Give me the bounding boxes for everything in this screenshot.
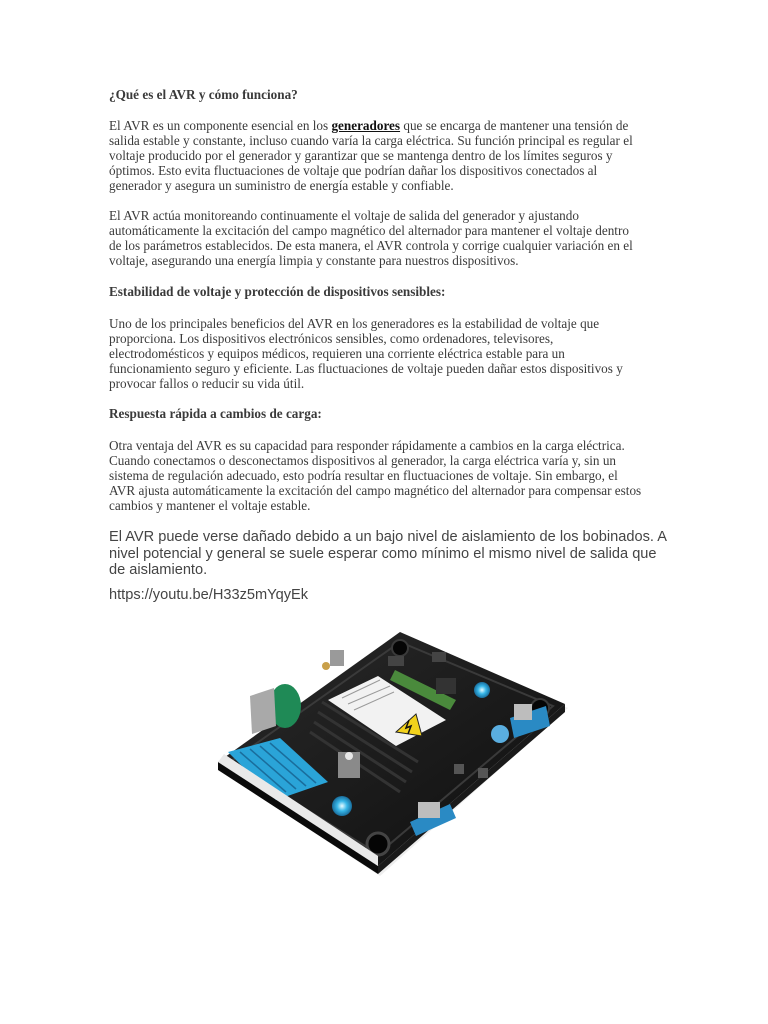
generadores-link[interactable]: generadores [331,118,401,133]
paragraph-line: sistema de regulación adecuado, esto podría resultar en fluctuaciones de voltaje. Sin embargo, el [109,468,618,483]
paragraph-line: salida estable y constante, incluso cuando varía la carga eléctrica. Su función principal es regular el [109,133,633,148]
paragraph-line: automáticamente la excitación del campo magnético del alternador para mantener el voltaje dentro [109,223,629,238]
paragraph-line: electrodomésticos y equipos médicos, requieren una corriente eléctrica estable para un [109,346,565,361]
paragraph-line: óptimos. Esto evita fluctuaciones de voltaje que podrían dañar los dispositivos conectados al [109,163,598,178]
heading-respuesta-rapida: Respuesta rápida a cambios de carga: [109,406,322,421]
heading-estabilidad: Estabilidad de voltaje y protección de dispositivos sensibles: [109,284,446,299]
paragraph-aislamiento [109,529,669,579]
paragraph-line: de los parámetros establecidos. De esta manera, el AVR controla y corrige cualquier variación en el [109,238,633,253]
paragraph-line: AVR ajusta automáticamente la excitación del campo magnético del alternador para compensar estos [109,483,642,498]
paragraph-como-funciona [109,208,669,268]
paragraph-line: voltaje producido por el generador y garantizar que se mantenga dentro de los límites seguros y [109,148,613,163]
paragraph-line: provocar fallos o reducir su vida útil. [109,376,305,391]
paragraph-line: generador y asegura un suministro de energía estable y confiable. [109,178,454,193]
paragraph-line: proporciona. Los dispositivos electrónicos sensibles, como ordenadores, televisores, [109,331,554,346]
paragraph-estabilidad [109,316,669,391]
heading-que-es-avr: ¿Qué es el AVR y cómo funciona? [109,87,298,102]
paragraph-line: El AVR actúa monitoreando continuamente el voltaje de salida del generador y ajustando [109,208,579,223]
youtube-url-text[interactable]: https://youtu.be/H33z5mYqyEk [109,587,309,603]
paragraph-line: El AVR es un componente esencial en los generadores que se encarga de mantener una tensión de [109,118,629,133]
paragraph-line: Uno de los principales beneficios del AVR en los generadores es la estabilidad de voltaje que [109,316,600,331]
paragraph-line: Cuando conectamos o desconectamos dispositivos al generador, la carga eléctrica varía y, sin un [109,453,617,468]
paragraph-line: cambios y mantener el voltaje estable. [109,498,311,513]
paragraph-line: de aislamiento. [109,562,208,578]
paragraph-line: voltaje, asegurando una energía limpia y constante para nuestros dispositivos. [109,253,519,268]
paragraph-line: El AVR puede verse dañado debido a un bajo nivel de aislamiento de los bobinados. A [109,529,667,545]
paragraph-line: Otra ventaja del AVR es su capacidad para responder rápidamente a cambios en la carga eléctrica. [109,438,625,453]
paragraph-intro [109,118,669,193]
avr-board-image [210,622,580,882]
paragraph-line: nivel potencial y general se suele esperar como mínimo el mismo nivel de salida que [109,545,657,562]
paragraph-respuesta [109,438,669,513]
paragraph-line: funcionamiento seguro y eficiente. Las fluctuaciones de voltaje pueden dañar estos dispositivos y [109,361,623,376]
